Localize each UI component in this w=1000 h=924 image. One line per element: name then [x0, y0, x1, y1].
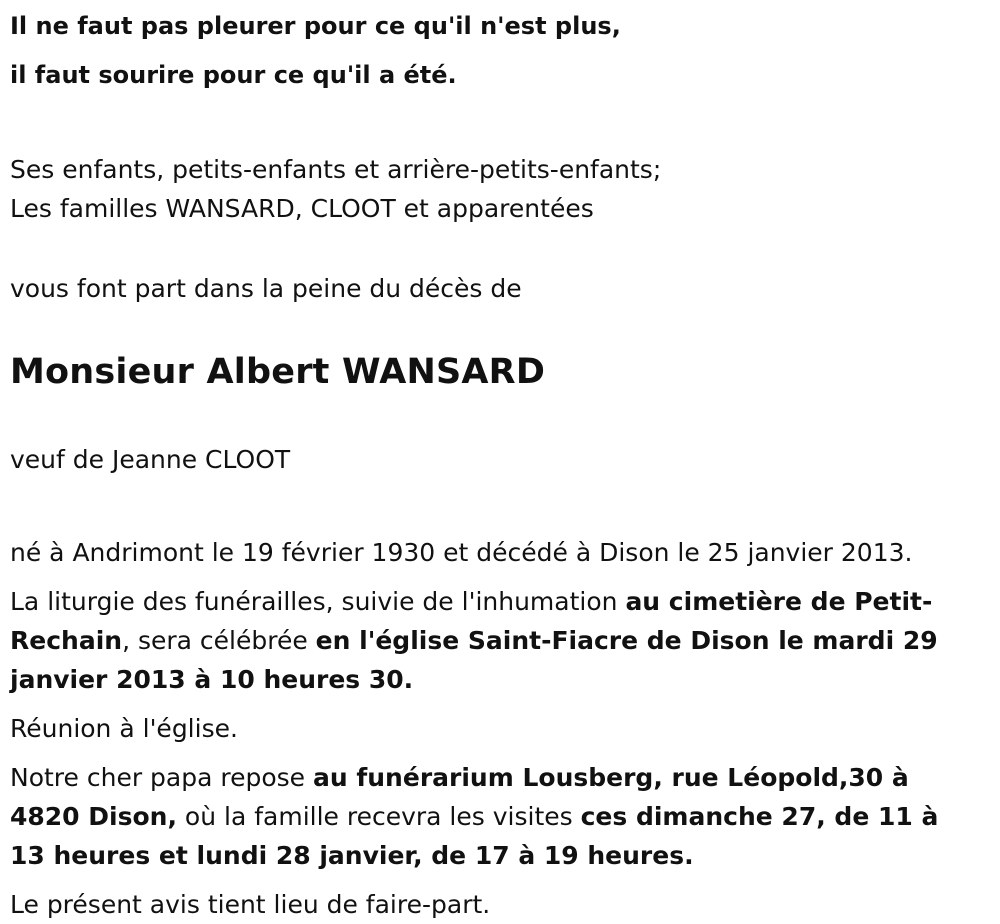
funeral-home-address: au funérarium Lousberg, rue Léopold,30 à 4820 Dison, — [10, 763, 909, 831]
repose-text-2: où la famille recevra les visites — [176, 802, 581, 831]
birth-death-details: né à Andrimont le 19 février 1930 et décédé à Dison le 25 janvier 2013. — [10, 538, 913, 567]
family-line-1: Ses enfants, petits-enfants et arrière-petits-enfants; — [10, 155, 662, 184]
visiting-hours: ces dimanche 27, de 11 à 13 heures et lundi 28 janvier, de 17 à 19 heures. — [10, 802, 939, 870]
cemetery-location: au cimetière de Petit-Rechain — [10, 587, 933, 655]
liturgy-details — [10, 582, 970, 699]
notice-statement: Le présent avis tient lieu de faire-part. — [10, 890, 491, 919]
liturgy-text-1: La liturgie des funérailles, suivie de l'inhumation — [10, 587, 626, 616]
church-date-time: en l'église Saint-Fiacre de Dison le mardi 29 janvier 2013 à 10 heures 30. — [10, 626, 938, 694]
family-announcers — [10, 150, 970, 228]
epigraph-line-1: Il ne faut pas pleurer pour ce qu'il n'est plus, — [10, 12, 621, 40]
family-line-2: Les familles WANSARD, CLOOT et apparentées — [10, 194, 594, 223]
announcement-intro: vous font part dans la peine du décès de — [10, 274, 522, 303]
repose-details — [10, 758, 970, 875]
liturgy-text-2: , sera célébrée — [122, 626, 316, 655]
meeting-place: Réunion à l'église. — [10, 714, 238, 743]
epigraph — [10, 0, 970, 100]
deceased-name: Monsieur Albert WANSARD — [10, 352, 546, 392]
widower-of: veuf de Jeanne CLOOT — [10, 445, 291, 474]
epigraph-line-2: il faut sourire pour ce qu'il a été. — [10, 61, 457, 89]
repose-text-1: Notre cher papa repose — [10, 763, 314, 792]
